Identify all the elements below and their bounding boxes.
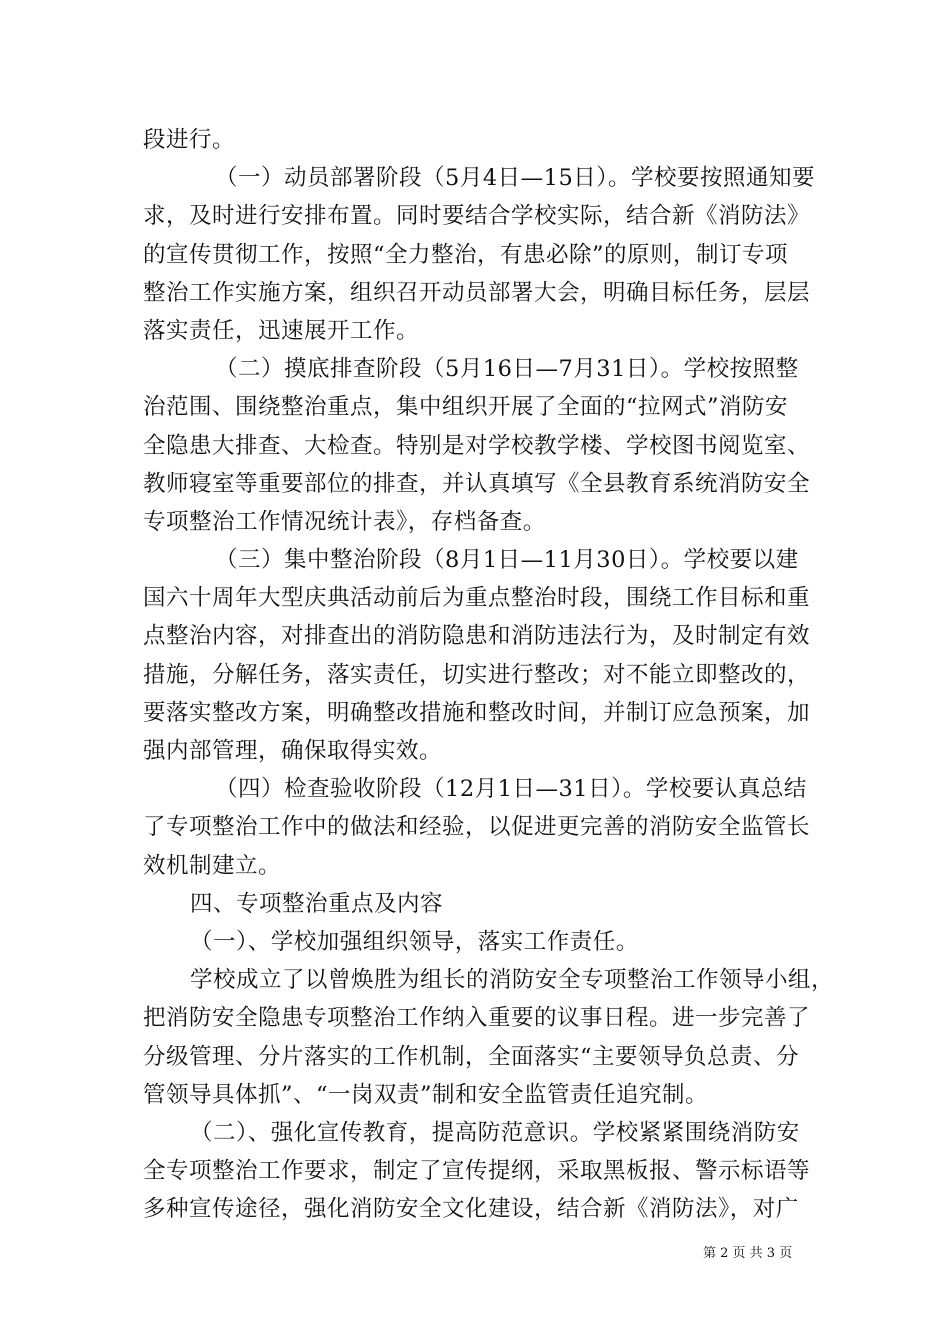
- text-line: 治范围、围绕整治重点，集中组织开展了全面的“拉网式”消防安: [143, 394, 789, 421]
- text-line: 了专项整治工作中的做法和经验，以促进更完善的消防安全监管长: [143, 814, 811, 841]
- text-line: 效机制建立。: [143, 852, 282, 879]
- text-line: （三）集中整治阶段（8月1日—11月30日）。学校要以建: [215, 547, 799, 574]
- text-line: 分级管理、分片落实的工作机制，全面落实“主要领导负总责、分: [143, 1043, 800, 1070]
- text-line: 教师寝室等重要部位的排查，并认真填写《全县教育系统消防安全: [143, 470, 811, 497]
- text-line: 点整治内容，对排查出的消防隐患和消防违法行为，及时制定有效: [143, 623, 811, 650]
- text-line: 管领导具体抓”、“一岗双责”制和安全监管责任追究制。: [143, 1081, 709, 1108]
- text-line: 求，及时进行安排布置。同时要结合学校实际，结合新《消防法》: [143, 203, 811, 230]
- text-line: 学校成立了以曾焕胜为组长的消防安全专项整治工作领导小组，: [190, 967, 835, 994]
- text-line: 措施，分解任务，落实责任，切实进行整改；对不能立即整改的，: [143, 661, 811, 688]
- text-line: （二）摸底排查阶段（5月16日—7月31日）。学校按照整: [215, 356, 799, 383]
- text-line: 整治工作实施方案，组织召开动员部署大会，明确目标任务，层层: [143, 279, 811, 306]
- text-line: 强内部管理，确保取得实效。: [143, 738, 443, 764]
- text-line: 把消防安全隐患专项整治工作纳入重要的议事日程。进一步完善了: [143, 1005, 811, 1032]
- text-line: 专项整治工作情况统计表》，存档备查。: [143, 508, 546, 535]
- text-line: （二）、强化宣传教育，提高防范意识。学校紧紧围绕消防安: [190, 1119, 800, 1146]
- document-body: [143, 121, 833, 1228]
- text-line: 全专项整治工作要求，制定了宣传提纲，采取黑板报、警示标语等: [143, 1158, 811, 1185]
- text-line: （一）、学校加强组织领导，落实工作责任。: [190, 928, 639, 955]
- text-line: 落实责任，迅速展开工作。: [143, 317, 420, 344]
- text-line: 多种宣传途径，强化消防安全文化建设，结合新《消防法》，对广: [143, 1196, 799, 1223]
- text-line: 要落实整改方案，明确整改措施和整改时间，并制订应急预案，加: [143, 699, 811, 726]
- text-line: 的宣传贯彻工作，按照“全力整治，有患必除”的原则，制订专项: [143, 241, 789, 268]
- page-number-footer: 第 2 页 共 3 页: [703, 1246, 793, 1261]
- text-line: （一）动员部署阶段（5月4日—15日）。学校要按照通知要: [215, 165, 816, 192]
- text-line: 全隐患大排查、大检查。特别是对学校教学楼、学校图书阅览室、: [143, 432, 811, 459]
- text-line: （四）检查验收阶段（12月1日—31日）。学校要认真总结: [215, 776, 807, 803]
- text-line: 四、专项整治重点及内容: [190, 890, 444, 917]
- text-line: 国六十周年大型庆典活动前后为重点整治时段，围绕工作目标和重: [143, 585, 811, 612]
- text-line: 段进行。: [143, 127, 236, 153]
